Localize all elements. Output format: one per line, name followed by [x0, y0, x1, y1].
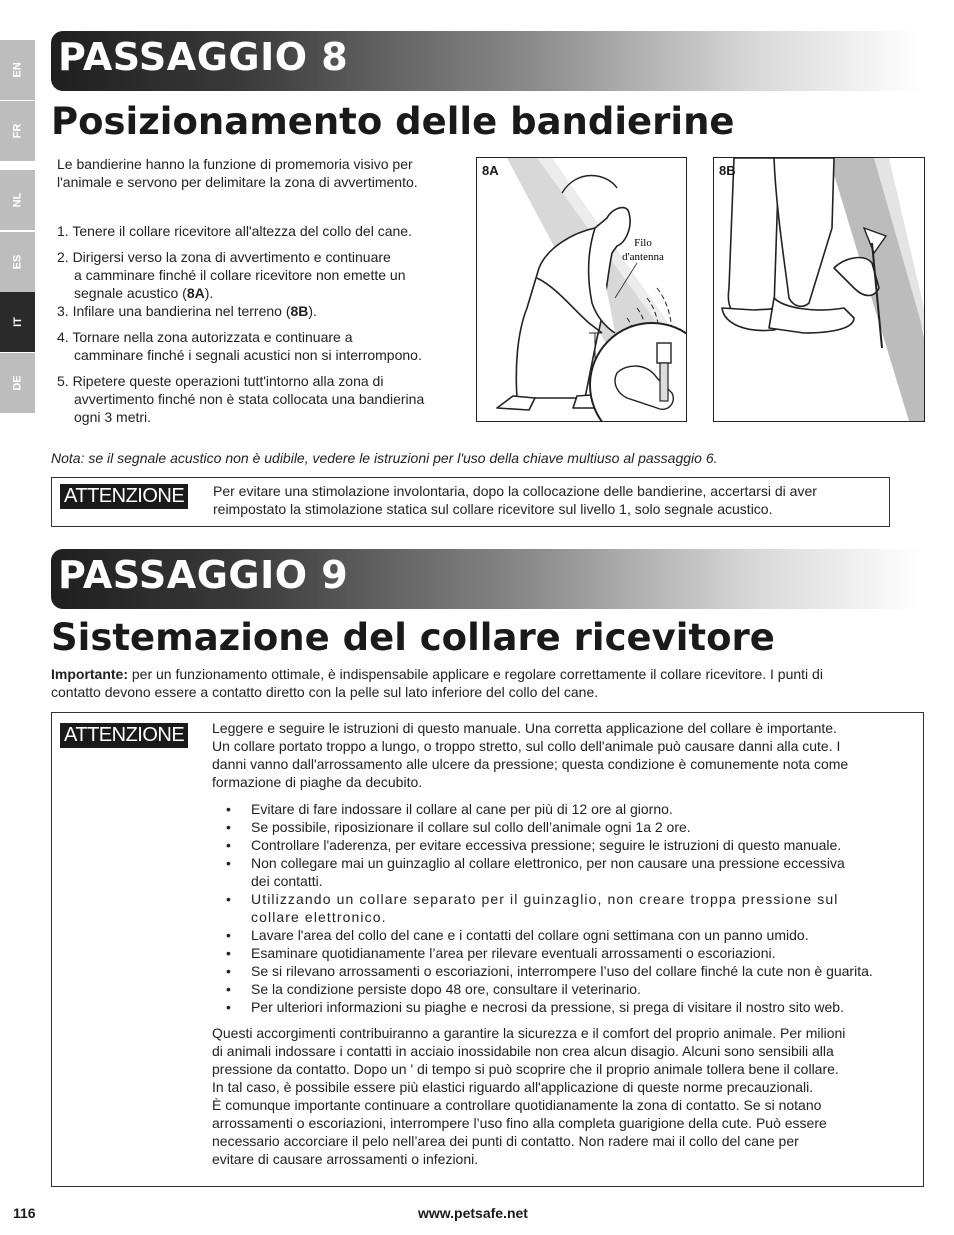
tab-nl[interactable]: [0, 170, 35, 230]
warning-label: ATTENZIONE: [60, 723, 188, 748]
tab-label: FR: [11, 123, 24, 139]
paragraph-line: danni vanno dall'arrossamento alle ulcere da pressione; questa condizione è comunemente nota come: [212, 756, 849, 772]
tab-label: EN: [11, 62, 24, 78]
warning-paragraph-2: [212, 1024, 917, 1168]
bullet-line: • Se si rilevano arrossamenti o escoriazioni, interrompere l’uso del collare finché la cute non è guarita.: [251, 963, 873, 979]
step-text: ).: [308, 303, 317, 319]
bullet-line: • Per ulteriori informazioni su piaghe e necrosi da pressione, si prega di visitare il nostro sito web.: [251, 999, 844, 1015]
bullet-line: dei contatti.: [251, 873, 323, 889]
bullet-item: [212, 926, 917, 944]
step9-warning-box: [51, 712, 924, 1187]
warning-line: Per evitare una stimolazione involontaria, dopo la collocazione delle bandierine, accertarsi di aver: [213, 483, 817, 499]
tab-label: IT: [11, 317, 24, 327]
bullet-line: • Controllare l'aderenza, per evitare eccessiva pressione; seguire le istruzioni di questo manuale.: [251, 837, 842, 853]
figure-8a-tag: 8A: [482, 163, 499, 178]
step8-note: Nota: se il segnale acustico non è udibile, vedere le istruzioni per l'uso della chiave multiuso al passaggio 6.: [51, 450, 718, 466]
step8-banner: [51, 31, 921, 91]
intro-line: Le bandierine hanno la funzione di promemoria visivo per: [57, 156, 413, 172]
paragraph-line: Un collare portato troppo a lungo, o troppo stretto, sul collo dell'animale può causare danni alla cute. I: [212, 738, 841, 754]
step-line: 4. Tornare nella zona autorizzata e continuare a: [57, 329, 353, 345]
warning-text: [213, 482, 888, 518]
step9-title: Sistemazione del collare ricevitore: [51, 616, 775, 659]
paragraph-line: Questi accorgimenti contribuiranno a garantire la sicurezza e il comfort del proprio animale. Per milioni: [212, 1025, 846, 1041]
bullet-item: [212, 962, 917, 980]
bullet-line: • Se la condizione persiste dopo 48 ore, consultare il veterinario.: [251, 981, 641, 997]
bullet-item: [212, 818, 917, 836]
bullet-line: • Utilizzando un collare separato per il guinzaglio, non creare troppa pressione sul: [251, 891, 839, 907]
step9-banner: [51, 549, 921, 609]
important-line: contatto devono essere a contatto diretto con la pelle sul lato inferiore del collo del cane.: [51, 684, 599, 700]
tab-label: DE: [11, 375, 24, 391]
bullet-item: [212, 854, 917, 890]
important-text: per un funzionamento ottimale, è indispensabile applicare e regolare correttamente il collare ricevitore. I punti di: [128, 666, 823, 682]
paragraph-line: formazione di piaghe da decubito.: [212, 774, 423, 790]
paragraph-line: Leggere e seguire le istruzioni di questo manuale. Una corretta applicazione del collare è importante.: [212, 720, 837, 736]
important-line: [51, 665, 926, 683]
step-line: camminare finché i segnali acustici non si interrompono.: [74, 347, 422, 363]
step-line: 2. Dirigersi verso la zona di avvertimento e continuare: [57, 249, 391, 265]
bullet-item: [212, 800, 917, 818]
antenna-label-2: d'antenna: [622, 251, 664, 263]
step-2: [57, 248, 472, 302]
bullet-item: [212, 998, 917, 1016]
tab-de[interactable]: [0, 353, 35, 413]
bullet-item: [212, 836, 917, 854]
step8-instructions: [57, 222, 472, 426]
figure-8a: [476, 157, 687, 422]
bullet-line: • Esaminare quotidianamente l’area per rilevare eventuali arrossamenti o escoriazioni.: [251, 945, 776, 961]
bullet-line: • Non collegare mai un guinzaglio al collare elettronico, per non causare una pressione eccessiva: [251, 855, 845, 871]
bullet-line: • Se possibile, riposizionare il collare sul collo dell’animale ogni 1a 2 ore.: [251, 819, 691, 835]
paragraph-line: pressione da contatto. Dopo un ' di tempo si può scoprire che il proprio animale tollera bene il collare.: [212, 1061, 839, 1077]
figure-8b: [713, 157, 925, 422]
figure-8a-illustration: [477, 158, 686, 421]
tab-label: NL: [11, 192, 24, 208]
paragraph-line: necessario accorciare il pelo nell’area dei punti di contatto. Non radere mai il collo del cane per: [212, 1133, 799, 1149]
step9-important: [51, 665, 926, 701]
figure-8b-illustration: [714, 158, 924, 421]
figure-ref-8b: 8B: [290, 303, 309, 319]
warning-paragraph-1: [212, 719, 917, 791]
figure-ref-8a: 8A: [186, 285, 205, 301]
step-1: 1. Tenere il collare ricevitore all'altezza del collo del cane.: [57, 223, 412, 239]
page-number: 116: [13, 1205, 36, 1221]
step-5: [57, 372, 472, 426]
warning-bullet-list: [212, 800, 917, 1016]
warning-label: ATTENZIONE: [60, 484, 188, 509]
bullet-line: • Lavare l'area del collo del cane e i contatti del collare ogni settimana con un panno umido.: [251, 927, 809, 943]
bullet-item: [212, 980, 917, 998]
paragraph-line: di animali indossare i contatti in acciaio inossidabile non crea alcun disagio. Alcuni sono sensibili alla: [212, 1043, 834, 1059]
intro-line: l'animale e servono per delimitare la zona di avvertimento.: [57, 174, 418, 190]
step-line: 5. Ripetere queste operazioni tutt'intorno alla zona di: [57, 373, 384, 389]
step-text: segnale acustico (: [74, 285, 187, 301]
step8-title: Posizionamento delle bandierine: [51, 100, 735, 143]
step-text: 3. Infilare una bandierina nel terreno (: [57, 303, 291, 319]
step-line: a camminare finché il collare ricevitore non emette un: [74, 267, 406, 283]
figure-8b-tag: 8B: [719, 163, 736, 178]
bullet-line: collare elettronico.: [251, 909, 387, 925]
step-line: [57, 284, 472, 302]
step-text: ).: [204, 285, 214, 301]
step-line: ogni 3 metri.: [74, 409, 152, 425]
warning-content: [212, 719, 917, 1168]
step8-intro: [57, 155, 467, 191]
step-3: [57, 302, 472, 320]
important-label: Importante:: [51, 666, 128, 682]
tab-it[interactable]: [0, 292, 35, 352]
step-4: [57, 328, 472, 364]
paragraph-line: evitare di causare arrossamenti o infezioni.: [212, 1151, 479, 1167]
antenna-label-1: Filo: [634, 237, 652, 249]
paragraph-line: È comunque importante continuare a controllare quotidianamente la zona di contatto. Se si notano: [212, 1097, 822, 1113]
paragraph-line: arrossamenti o escoriazioni, interrompere l’uso fino alla completa guarigione della cute. Può essere: [212, 1115, 827, 1131]
tab-en[interactable]: [0, 40, 35, 100]
step8-banner-title: PASSAGGIO 8: [58, 35, 349, 79]
paragraph-line: In tal caso, è possibile essere più elastici riguardo all'applicazione di queste norme precauzionali.: [212, 1079, 814, 1095]
bullet-item: [212, 890, 917, 926]
step9-banner-title: PASSAGGIO 9: [58, 553, 349, 597]
bullet-line: • Evitare di fare indossare il collare al cane per più di 12 ore al giorno.: [251, 801, 673, 817]
tab-label: ES: [11, 254, 24, 270]
step8-warning-box: [51, 477, 890, 527]
warning-line: reimpostato la stimolazione statica sul collare ricevitore sul livello 1, solo segnale acustico.: [213, 501, 773, 517]
footer-website[interactable]: www.petsafe.net: [418, 1205, 528, 1221]
step-line: avvertimento finché non è stata collocata una bandierina: [74, 391, 425, 407]
tab-es[interactable]: [0, 232, 35, 292]
tab-fr[interactable]: [0, 101, 35, 161]
bullet-item: [212, 944, 917, 962]
